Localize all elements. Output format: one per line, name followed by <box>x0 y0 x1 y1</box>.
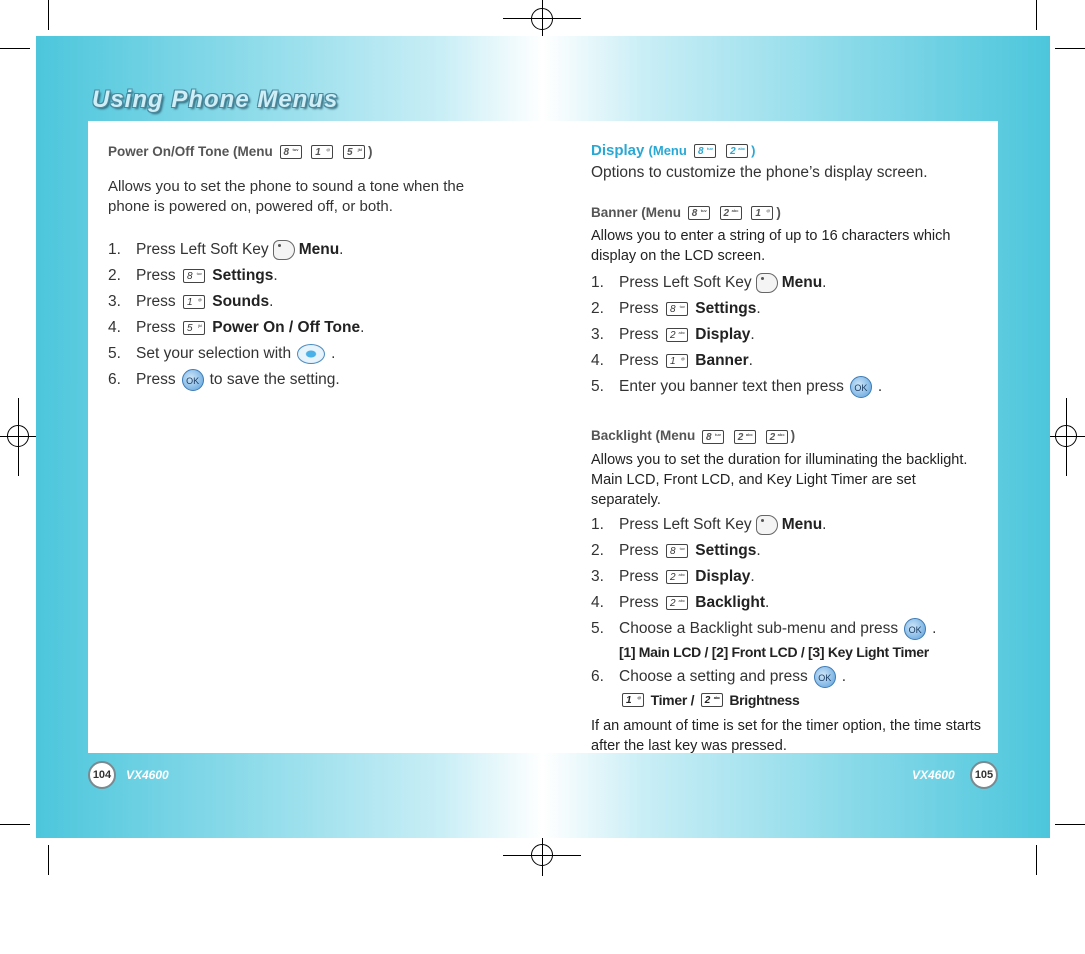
heading-close: ) <box>751 143 756 158</box>
navigation-key-icon <box>297 344 325 364</box>
key-sublabel: tuv <box>715 431 722 437</box>
list-item <box>591 322 986 348</box>
page-number-left: 104 <box>88 761 116 789</box>
key-sublabel: @ <box>680 356 685 362</box>
step-text: Press <box>136 319 176 337</box>
key-2-icon <box>666 570 688 584</box>
step-bold: Backlight <box>695 593 766 611</box>
step-number: 4. <box>108 319 121 337</box>
key-8-icon <box>183 269 205 283</box>
key-5-icon <box>183 321 205 335</box>
step-bold: Settings <box>695 300 757 318</box>
step-number: 6. <box>108 371 121 389</box>
key-sublabel: tuv <box>292 147 299 153</box>
step-text: Press <box>619 541 659 559</box>
step-text: Press <box>619 593 659 611</box>
power-tone-section <box>108 144 498 393</box>
key-label: 8 <box>697 146 704 158</box>
crop-mark <box>1036 845 1037 875</box>
step-post: . <box>822 515 827 533</box>
separator: / <box>690 691 695 708</box>
step-post: . <box>750 326 755 344</box>
heading-close: ) <box>368 144 373 159</box>
step-number: 1. <box>591 274 604 292</box>
key-sublabel: jkl <box>198 323 202 329</box>
backlight-setting-options <box>591 690 986 710</box>
list-item <box>591 564 986 590</box>
key-label: 8 <box>669 304 676 316</box>
backlight-steps-cont <box>591 664 986 690</box>
key-sublabel: abc <box>713 694 720 700</box>
power-tone-heading <box>108 144 498 159</box>
backlight-description: Allows you to set the duration for illuminating the backlight. Main LCD, Front LCD, and Key Light Timer are set separately. <box>591 451 968 508</box>
key-2-icon <box>720 206 742 220</box>
key-2-icon <box>666 328 688 342</box>
key-8-icon <box>688 206 710 220</box>
list-item <box>108 237 498 263</box>
heading-text: Banner (Menu <box>591 205 682 220</box>
list-item <box>108 315 498 341</box>
power-tone-description: Allows you to set the phone to sound a tone when the phone is powered on, powered off, or both. <box>108 178 465 216</box>
crop-mark <box>0 48 30 49</box>
heading-text: Display <box>591 142 645 159</box>
list-item <box>108 367 498 393</box>
step-number: 3. <box>108 293 121 311</box>
key-label: 2 <box>730 146 736 158</box>
key-1-icon <box>751 206 773 220</box>
heading-text: Backlight (Menu <box>591 428 696 444</box>
key-sublabel: abc <box>745 431 753 437</box>
heading-close: ) <box>790 428 796 444</box>
step-post: . <box>748 352 753 370</box>
step-bold: Menu <box>298 241 340 259</box>
key-label: 1 <box>626 694 632 706</box>
list-item <box>591 664 986 690</box>
key-label: 1 <box>315 147 321 159</box>
step-number: 2. <box>591 300 604 318</box>
step-text: Choose a Backlight sub-menu and press <box>619 619 899 637</box>
step-bold: Banner <box>695 352 749 370</box>
key-2-icon <box>666 596 688 610</box>
step-bold: Settings <box>695 541 757 559</box>
crop-mark <box>1055 48 1085 49</box>
backlight-steps <box>591 512 986 642</box>
display-heading <box>591 142 986 159</box>
step-post: . <box>269 293 274 311</box>
key-label: 8 <box>283 147 290 159</box>
step-post: . <box>750 567 755 585</box>
key-sublabel: abc <box>678 571 685 577</box>
step-text: Set your selection with <box>136 345 292 363</box>
step-number: 3. <box>591 567 604 585</box>
key-5-icon <box>343 145 365 159</box>
list-item <box>591 296 986 322</box>
model-name-left: VX4600 <box>126 768 169 782</box>
step-post: . <box>331 345 336 363</box>
list-item <box>591 374 986 400</box>
step-text: Press <box>619 300 659 318</box>
banner-description: Allows you to enter a string of up to 16 characters which display on the LCD screen. <box>591 228 951 265</box>
step-number: 3. <box>591 326 604 344</box>
list-item <box>108 289 498 315</box>
step-post: . <box>877 378 883 396</box>
key-sublabel: @ <box>326 147 331 153</box>
step-post: . <box>273 267 278 285</box>
step-number: 5. <box>108 345 121 363</box>
step-number: 1. <box>108 241 121 259</box>
banner-heading <box>591 205 986 220</box>
key-1-icon <box>311 145 333 159</box>
crop-mark <box>0 824 30 825</box>
model-name-right: VX4600 <box>912 768 955 782</box>
step-post: . <box>360 319 365 337</box>
key-sublabel: abc <box>777 431 785 437</box>
step-bold: Display <box>695 326 751 344</box>
list-item <box>108 263 498 289</box>
display-section <box>591 142 986 756</box>
key-sublabel: tuv <box>679 545 685 551</box>
step-number: 1. <box>591 515 604 533</box>
key-1-icon <box>622 693 644 707</box>
key-2-icon <box>734 430 756 444</box>
key-1-icon <box>666 354 688 368</box>
left-soft-key-icon <box>273 240 295 260</box>
key-sublabel: tuv <box>700 208 707 214</box>
crop-mark <box>1036 0 1037 30</box>
key-sublabel: tuv <box>196 271 202 277</box>
step-text: Press Left Soft Key <box>136 241 269 259</box>
list-item <box>108 341 498 367</box>
key-label: 8 <box>691 208 698 220</box>
key-label: 8 <box>186 271 193 283</box>
key-8-icon <box>666 544 688 558</box>
list-item <box>591 616 986 642</box>
list-item <box>591 590 986 616</box>
crop-mark <box>1055 824 1085 825</box>
key-2-icon <box>701 693 723 707</box>
key-label: 1 <box>755 208 761 220</box>
heading-menu: (Menu <box>648 143 687 158</box>
step-bold: Power On / Off Tone <box>212 319 361 337</box>
key-label: 2 <box>737 431 744 443</box>
key-label: 2 <box>723 208 730 220</box>
step-bold: Menu <box>781 274 823 292</box>
step-post: . <box>756 300 761 318</box>
step-post: . <box>841 667 847 685</box>
step-number: 5. <box>591 378 604 396</box>
display-description: Options to customize the phone’s display screen. <box>591 164 928 181</box>
registration-target <box>531 844 553 866</box>
brightness-option: Brightness <box>729 691 800 708</box>
key-label: 2 <box>669 330 676 342</box>
step-post: . <box>765 593 770 611</box>
key-sublabel: @ <box>197 297 202 303</box>
crop-mark <box>48 0 49 30</box>
key-8-icon <box>280 145 302 159</box>
crop-mark <box>48 845 49 875</box>
key-sublabel: abc <box>678 597 685 603</box>
ok-key-icon: OK <box>814 666 836 688</box>
registration-target <box>7 425 29 447</box>
step-text: Press <box>619 326 659 344</box>
step-text: Choose a setting and press <box>619 667 808 685</box>
step-number: 4. <box>591 593 604 611</box>
step-bold: Display <box>695 567 751 585</box>
step-post: . <box>822 274 827 292</box>
key-label: 5 <box>186 323 193 335</box>
step-number: 2. <box>591 541 604 559</box>
step-post: . <box>756 541 761 559</box>
page-title: Using Phone Menus <box>92 86 339 113</box>
key-label: 2 <box>669 571 676 583</box>
step-bold: Menu <box>781 515 823 533</box>
key-2-icon <box>766 430 788 444</box>
key-label: 2 <box>704 694 711 706</box>
key-2-icon <box>726 144 748 158</box>
key-label: 8 <box>706 431 712 443</box>
backlight-heading <box>591 428 986 443</box>
key-label: 2 <box>669 597 676 609</box>
key-8-icon <box>694 144 716 158</box>
key-sublabel: @ <box>637 694 641 700</box>
step-text: Press Left Soft Key <box>619 515 752 533</box>
key-label: 1 <box>186 297 193 309</box>
step-text: Press <box>136 293 176 311</box>
key-sublabel: jkl <box>357 147 363 153</box>
backlight-note: If an amount of time is set for the timer option, the time starts after the last key was pressed. <box>591 717 982 754</box>
key-label: 5 <box>347 147 353 159</box>
banner-steps <box>591 270 986 400</box>
step-text: Press <box>136 371 176 389</box>
key-8-icon <box>702 430 724 444</box>
key-sublabel: abc <box>738 146 746 152</box>
step-text: Press <box>619 352 659 370</box>
step-number: 4. <box>591 352 604 370</box>
heading-close: ) <box>776 205 781 220</box>
list-item <box>591 512 986 538</box>
step-bold: Sounds <box>212 293 270 311</box>
page-number-right: 105 <box>970 761 998 789</box>
step-bold: Settings <box>212 267 274 285</box>
key-label: 2 <box>769 431 776 443</box>
key-sublabel: @ <box>766 208 771 214</box>
backlight-submenu-options: [1] Main LCD / [2] Front LCD / [3] Key Light Timer <box>619 643 929 660</box>
registration-target <box>1055 425 1077 447</box>
step-text: Press <box>619 567 659 585</box>
key-sublabel: abc <box>731 208 739 214</box>
ok-key-icon: OK <box>182 369 204 391</box>
list-item <box>591 270 986 296</box>
key-1-icon <box>183 295 205 309</box>
step-post: . <box>932 619 937 637</box>
step-number: 5. <box>591 619 604 637</box>
ok-key-icon: OK <box>850 376 872 398</box>
key-label: 8 <box>669 545 676 557</box>
list-item <box>591 348 986 374</box>
step-number: 6. <box>591 667 604 685</box>
key-sublabel: tuv <box>706 146 713 152</box>
step-text: Press Left Soft Key <box>619 274 752 292</box>
key-sublabel: tuv <box>679 304 685 310</box>
step-number: 2. <box>108 267 121 285</box>
list-item <box>591 538 986 564</box>
registration-target <box>531 8 553 30</box>
key-label: 1 <box>669 356 676 368</box>
key-sublabel: abc <box>678 330 685 336</box>
step-post: to save the setting. <box>209 371 340 389</box>
step-text: Press <box>136 267 176 285</box>
heading-text: Power On/Off Tone (Menu <box>108 144 273 159</box>
power-tone-steps <box>108 237 498 393</box>
ok-key-icon: OK <box>904 618 926 640</box>
step-text: Enter you banner text then press <box>619 378 844 396</box>
left-soft-key-icon <box>756 273 778 293</box>
left-soft-key-icon <box>756 515 778 535</box>
key-8-icon <box>666 302 688 316</box>
timer-option: Timer <box>650 691 687 708</box>
step-post: . <box>339 241 344 259</box>
